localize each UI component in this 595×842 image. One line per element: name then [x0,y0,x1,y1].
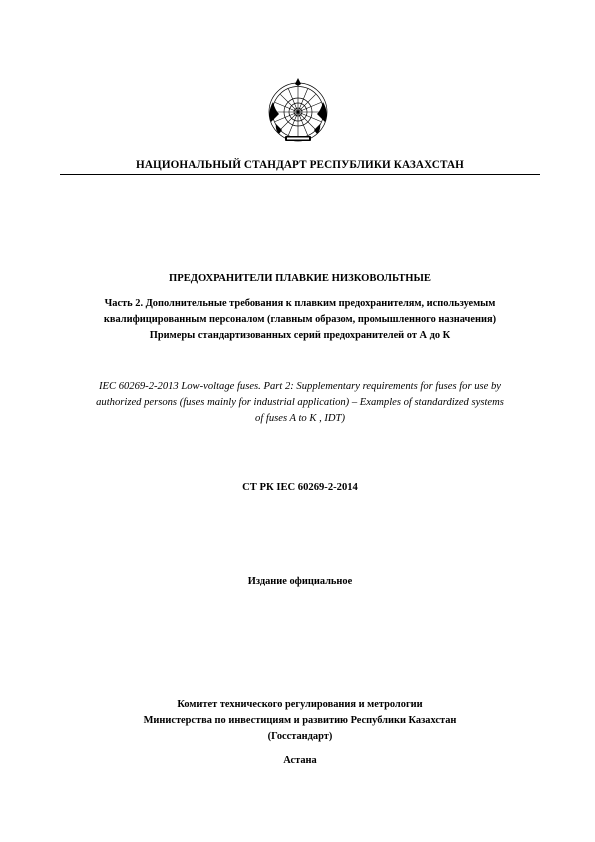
document-subtitle [60,296,540,344]
national-standard-heading: НАЦИОНАЛЬНЫЙ СТАНДАРТ РЕСПУБЛИКИ КАЗАХСТАН [136,159,464,171]
edition-note [60,574,540,590]
edition-note-text: Издание официальное [247,576,353,587]
publisher-line: Министерства по инвестициям и развитию Республики Казахстан [143,715,457,727]
publisher-block [60,697,540,746]
document-title-text: ПРЕДОХРАНИТЕЛИ ПЛАВКИЕ НИЗКОВОЛЬТНЫЕ [168,273,432,284]
english-title-line: IEC 60269-2-2013 Low-voltage fuses. Part 2: Supplementary requirements for fuses for use by [98,381,502,392]
subtitle-line: Примеры стандартизованных серий предохранителей от А до К [149,330,451,341]
english-title-line: authorized persons (fuses mainly for industrial application) – Examples of standardized systems [96,397,504,408]
publisher-line: Комитет технического регулирования и метрологии [177,699,423,710]
publication-city [60,753,540,769]
header-divider [60,174,540,175]
publisher-line: (Госстандарт) [267,731,333,743]
state-emblem-icon [265,76,331,144]
subtitle-line: Часть 2. Дополнительные требования к плавким предохранителям, используемым [104,298,496,309]
standard-designation-text: СТ РК IEC 60269-2-2014 [242,482,358,493]
document-title [60,271,540,287]
standard-designation [60,480,540,496]
subtitle-line: квалифицированным персоналом (главным образом, промышленного назначения) [103,314,497,325]
english-title-line: of fuses A to K , IDT) [255,413,345,424]
english-title [60,379,540,427]
publication-city-text: Астана [283,755,317,766]
